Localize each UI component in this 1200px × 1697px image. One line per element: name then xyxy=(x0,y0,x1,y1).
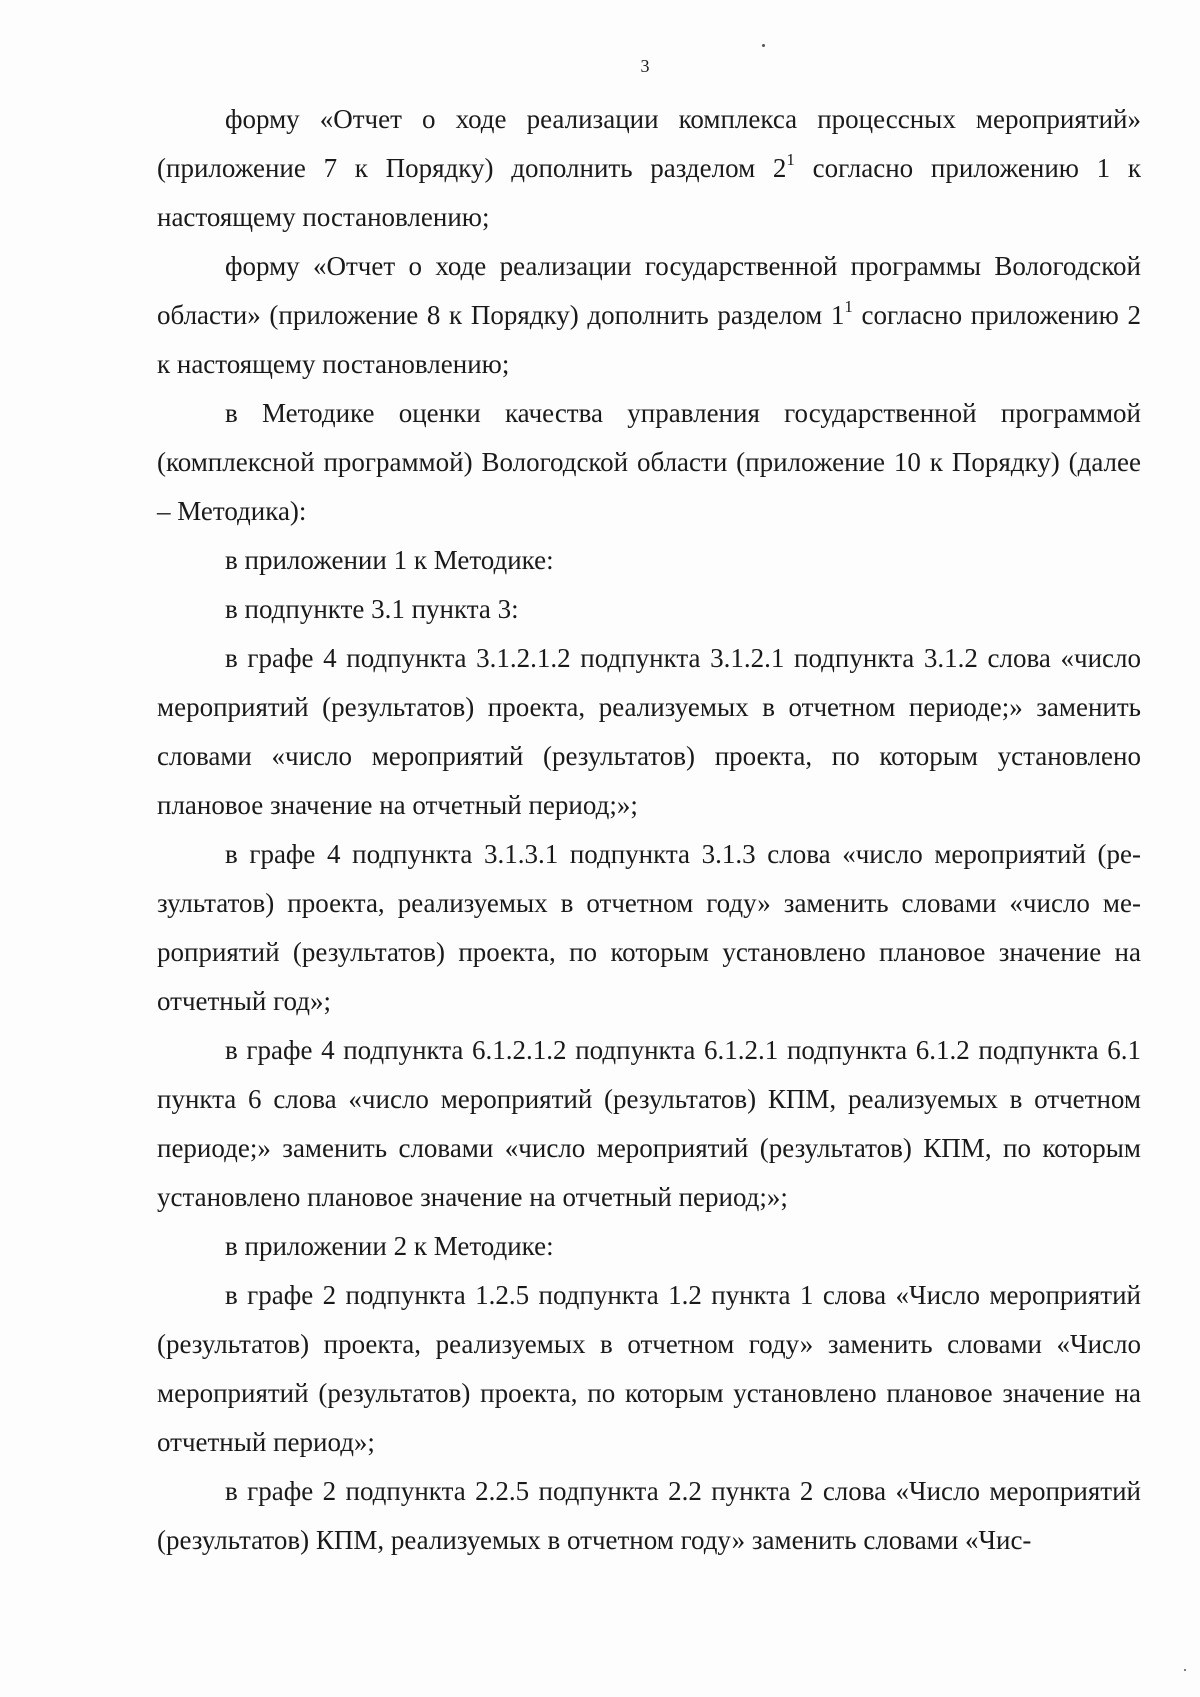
paragraph-form-report-program xyxy=(157,242,1141,389)
superscript: 1 xyxy=(844,297,853,316)
paragraph-text: форму «Отчет о ходе реализации комплекса процессных мероприятий» (приложение 7 к Порядку) дополнить разделом 2 xyxy=(157,104,1141,183)
paragraph-form-report-kpm xyxy=(157,95,1141,242)
paragraph-text: согласно приложению 1 к настоящему постановлению; xyxy=(157,153,1141,232)
paragraph-column-4-6-1-2: в графе 4 подпункта 6.1.2.1.2 подпункта 6.1.2.1 подпункта 6.1.2 подпункта 6.1 пункта 6 слова «число мероприятий (результатов) КПМ, реализуемых в отчетном периоде;» заменить словами «число мероприятий (результатов) КПМ, по которым установлено плановое значение на отчетный период;»; xyxy=(157,1035,1141,1212)
paragraph-text: форму «Отчет о ходе реализации государственной программы Вологодской области» (приложение 8 к Порядку) дополнить разделом 1 xyxy=(157,251,1141,330)
paragraph-column-2-2-2-5: в графе 2 подпункта 2.2.5 подпункта 2.2 пункта 2 слова «Число мероприятий (результатов) КПМ, реализуемых в отчетном году» заменить словами «Чис- xyxy=(157,1476,1141,1555)
page-number: 3 xyxy=(640,56,650,76)
paragraph-appendix-2: в приложении 2 к Методике: xyxy=(225,1231,554,1261)
superscript: 1 xyxy=(786,150,795,169)
document-body xyxy=(157,95,1141,1565)
paragraph-column-4-3-1-2: в графе 4 подпункта 3.1.2.1.2 подпункта 3.1.2.1 подпункта 3.1.2 слова «число мероприятий (результатов) проекта, реализуемых в отчетном периоде;» заменить словами «число мероприятий (результатов) проекта, по которым установлено плановое значение на отчетный период;»; xyxy=(157,643,1141,820)
paragraph-column-2-1-2-5: в графе 2 подпункта 1.2.5 подпункта 1.2 пункта 1 слова «Число мероприятий (результатов) проекта, реализуемых в отчетном году» заменить словами «Число мероприятий (результатов) проекта, по которым установлено плановое значение на отчетный период»; xyxy=(157,1280,1141,1457)
scan-speck xyxy=(1184,1669,1186,1671)
paragraph-methodology: в Методике оценки качества управления государственной программой (комплексной программой) Вологодской области (приложение 10 к Порядку) (далее – Методика): xyxy=(157,398,1141,526)
paragraph-text: согласно приложению 2 к настоящему постановлению; xyxy=(157,300,1141,379)
paragraph-subitem-3-1: в подпункте 3.1 пункта 3: xyxy=(225,594,519,624)
paragraph-column-4-3-1-3: в графе 4 подпункта 3.1.3.1 подпункта 3.1.3 слова «число мероприятий (результатов) проекта, реализуемых в отчетном году» заменить словами «число мероприятий (результатов) проекта, по которым установлено плановое значение на отчетный год»; xyxy=(157,839,1141,1016)
scan-speck xyxy=(762,44,765,47)
paragraph-appendix-1: в приложении 1 к Методике: xyxy=(225,545,554,575)
